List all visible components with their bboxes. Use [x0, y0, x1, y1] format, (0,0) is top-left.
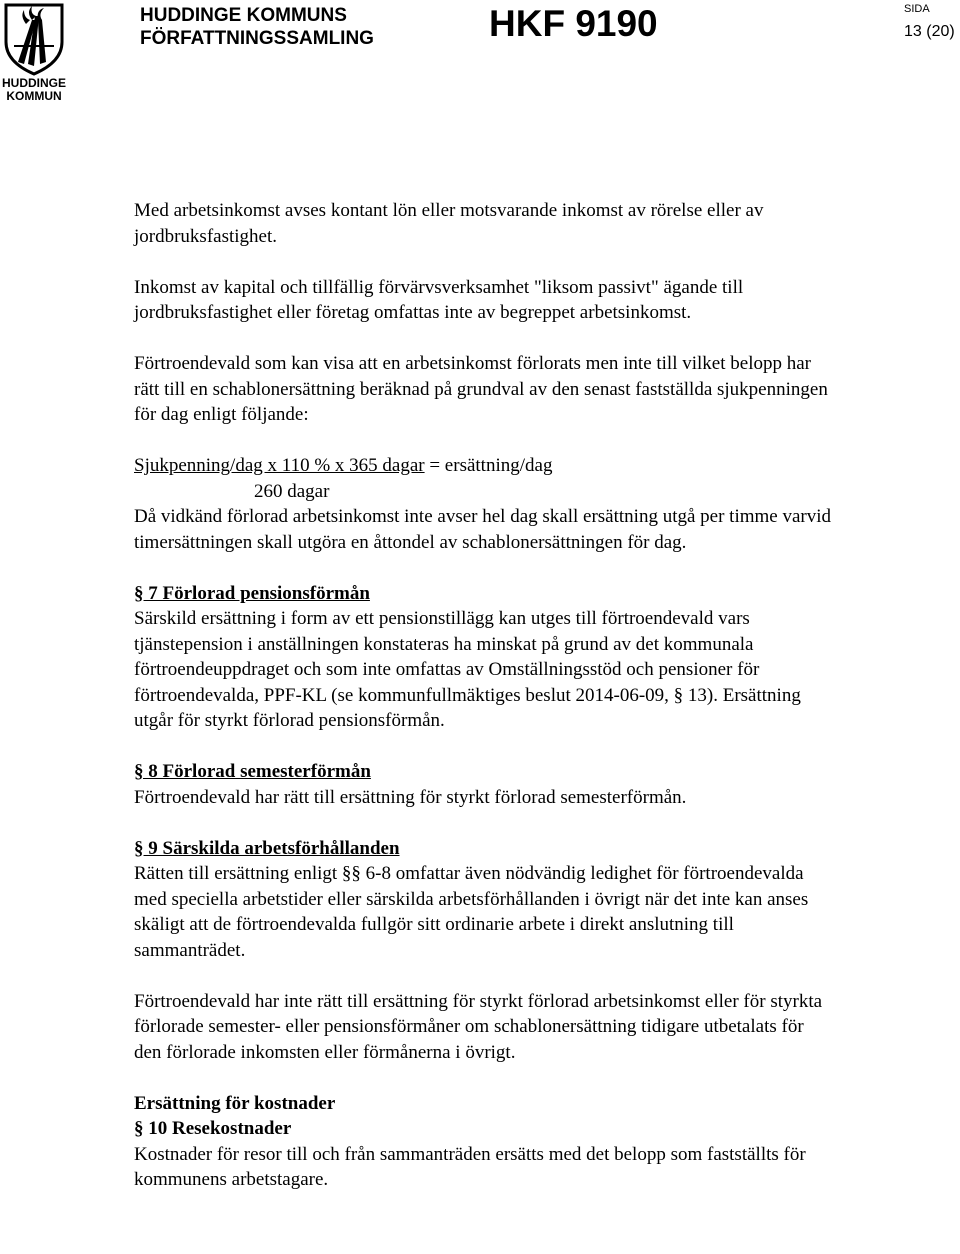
paragraph: Förtroendevald som kan visa att en arbetsinkomst förlorats men inte till vilket belopp har rätt till en schablonersättning beräknad på grundval av den senast fastställda sjukpenningen för dag enligt följande:: [134, 353, 828, 425]
paragraph: Inkomst av kapital och tillfällig förvärvsverksamhet "liksom passivt" ägande till jordbruksfastighet eller företag omfattas inte av begreppet arbetsinkomst.: [134, 276, 744, 323]
page-label: SIDA: [904, 3, 930, 15]
formula-result: = ersättning/dag: [424, 455, 553, 476]
paragraph: Särskild ersättning i form av ett pensionstillägg kan utges till förtroendevald vars tjänstepension i anställningen konstateras ha minskat på grund av det kommunala förtroendeuppdraget och som inte omfattas av Omställningsstöd och pensioner för förtroendevalda, PPF-KL (se kommunfullmäktiges beslut 2014-06-09, § 13). Ersättning utgår för styrkt förlorad pensionsförmån.: [134, 608, 801, 731]
formula: [134, 453, 834, 479]
paragraph: Då vidkänd förlorad arbetsinkomst inte avser hel dag skall ersättning utgå per timme varvid timersättningen skall utgöra en åttondel av schablonersättningen för dag.: [134, 506, 831, 553]
formula-numerator: Sjukpenning/dag x 110 % x 365 dagar: [134, 455, 425, 476]
page-number: 13 (20): [904, 23, 955, 40]
logo-text-2: KOMMUN: [6, 89, 62, 103]
coat-of-arms-icon: [2, 2, 66, 76]
section-heading-8: § 8 Förlorad semesterförmån: [134, 761, 371, 782]
paragraph: Med arbetsinkomst avses kontant lön eller motsvarande inkomst av rörelse eller av jordbruksfastighet.: [134, 200, 764, 247]
section-heading-7: § 7 Förlorad pensionsförmån: [134, 582, 370, 604]
document-code: HKF 9190: [489, 3, 658, 44]
paragraph: Kostnader för resor till och från sammanträden ersätts med det belopp som fastställts för kommunens arbetstagare.: [134, 1143, 806, 1190]
formula-denominator: 260 dagar: [254, 480, 330, 502]
section-heading-9: § 9 Särskilda arbetsförhållanden: [134, 837, 400, 859]
logo-text-1: HUDDINGE: [2, 76, 67, 90]
org-line-2: FÖRFATTNINGSSAMLING: [140, 28, 374, 49]
section-heading-10: § 10 Resekostnader: [134, 1118, 292, 1139]
org-line-1: HUDDINGE KOMMUNS: [140, 5, 347, 26]
municipality-logo: [2, 2, 66, 102]
paragraph: Rätten till ersättning enligt §§ 6-8 omfattar även nödvändig ledighet för förtroendevalda med speciella arbetstider eller särskilda arbetsförhållanden i övrigt när det inte kan anses skäligt att de förtroendevalda fullgör sitt ordinarie arbete i direkt anslutning till sammanträdet.: [134, 863, 809, 961]
document-body: [134, 198, 834, 1193]
chapter-heading: Ersättning för kostnader: [134, 1092, 336, 1114]
paragraph: Förtroendevald har inte rätt till ersättning för styrkt förlorad arbetsinkomst eller för styrkta förlorade semester- eller pensionsförmåner om schablonersättning tidigare utbetalats för den förlorade inkomsten eller förmånerna i övrigt.: [134, 990, 823, 1063]
paragraph: Förtroendevald har rätt till ersättning för styrkt förlorad semesterförmån.: [134, 786, 687, 808]
org-name: [140, 4, 374, 50]
